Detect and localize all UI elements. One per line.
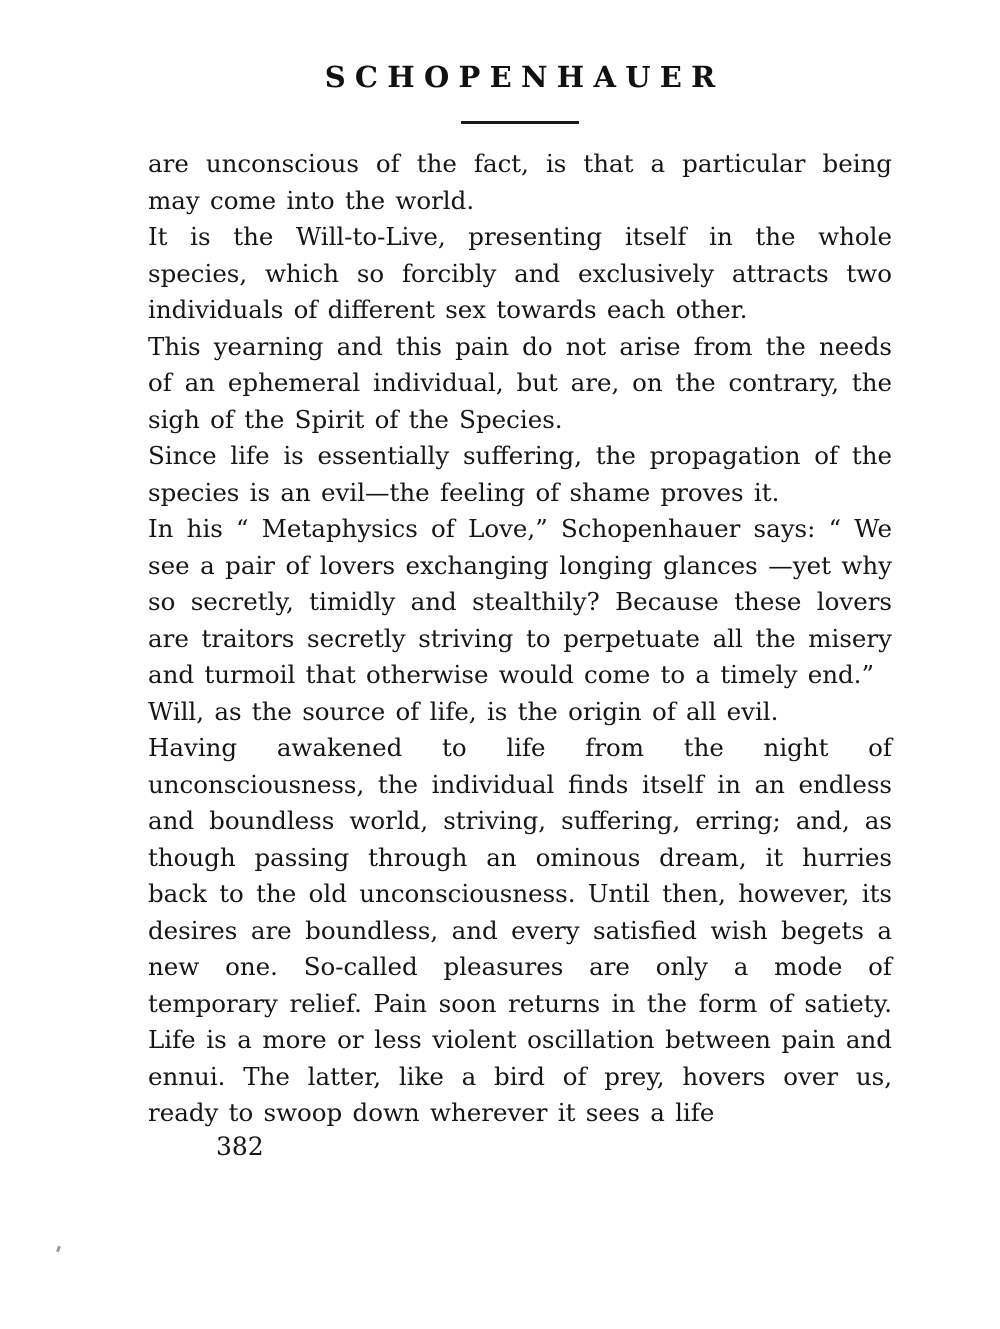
title-divider bbox=[461, 121, 579, 124]
paragraph: This yearning and this pain do not arise from the needs of an ephemeral individual, but are, on the contrary, the sigh of the Spirit of the Species. bbox=[148, 331, 892, 434]
paragraph: In his “ Metaphysics of Love,” Schopenhauer says: “ We see a pair of lovers exchanging longing glances —yet why so secretly, timidly and stealthily? Because these lovers are traitors secretly striving to perpetuate all the misery and turmoil that otherwise would come to a timely end.” bbox=[148, 514, 892, 689]
page-content bbox=[148, 60, 892, 1161]
paragraph: Since life is essentially suffering, the propagation of the species is an evil—the feeling of shame proves it. bbox=[148, 441, 892, 507]
paragraph: are unconscious of the fact, is that a particular being may come into the world. bbox=[148, 149, 892, 215]
page-number: 382 bbox=[216, 1131, 264, 1161]
body-text bbox=[148, 146, 892, 1132]
paragraph: Having awakened to life from the night of unconsciousness, the individual finds itself in an endless and boundless world, striving, suffering, erring; and, as though passing through an ominous dream, it hurries back to the old unconsciousness. Until then, however, its desires are boundless, and every satisfied wish begets a new one. So-called pleasures are only a mode of temporary relief. Pain soon returns in the form of satiety. Life is a more or less violent oscillation between pain and ennui. The latter, like a bird of prey, hovers over us, ready to swoop down wherever it sees a life bbox=[148, 733, 892, 1127]
paragraph: It is the Will-to-Live, presenting itself in the whole species, which so forcibly and exclusively attracts two individuals of different sex towards each other. bbox=[148, 222, 892, 324]
scan-artifact bbox=[56, 1246, 61, 1253]
page-title: SCHOPENHAUER bbox=[324, 60, 725, 94]
paragraph: Will, as the source of life, is the origin of all evil. bbox=[148, 696, 779, 726]
